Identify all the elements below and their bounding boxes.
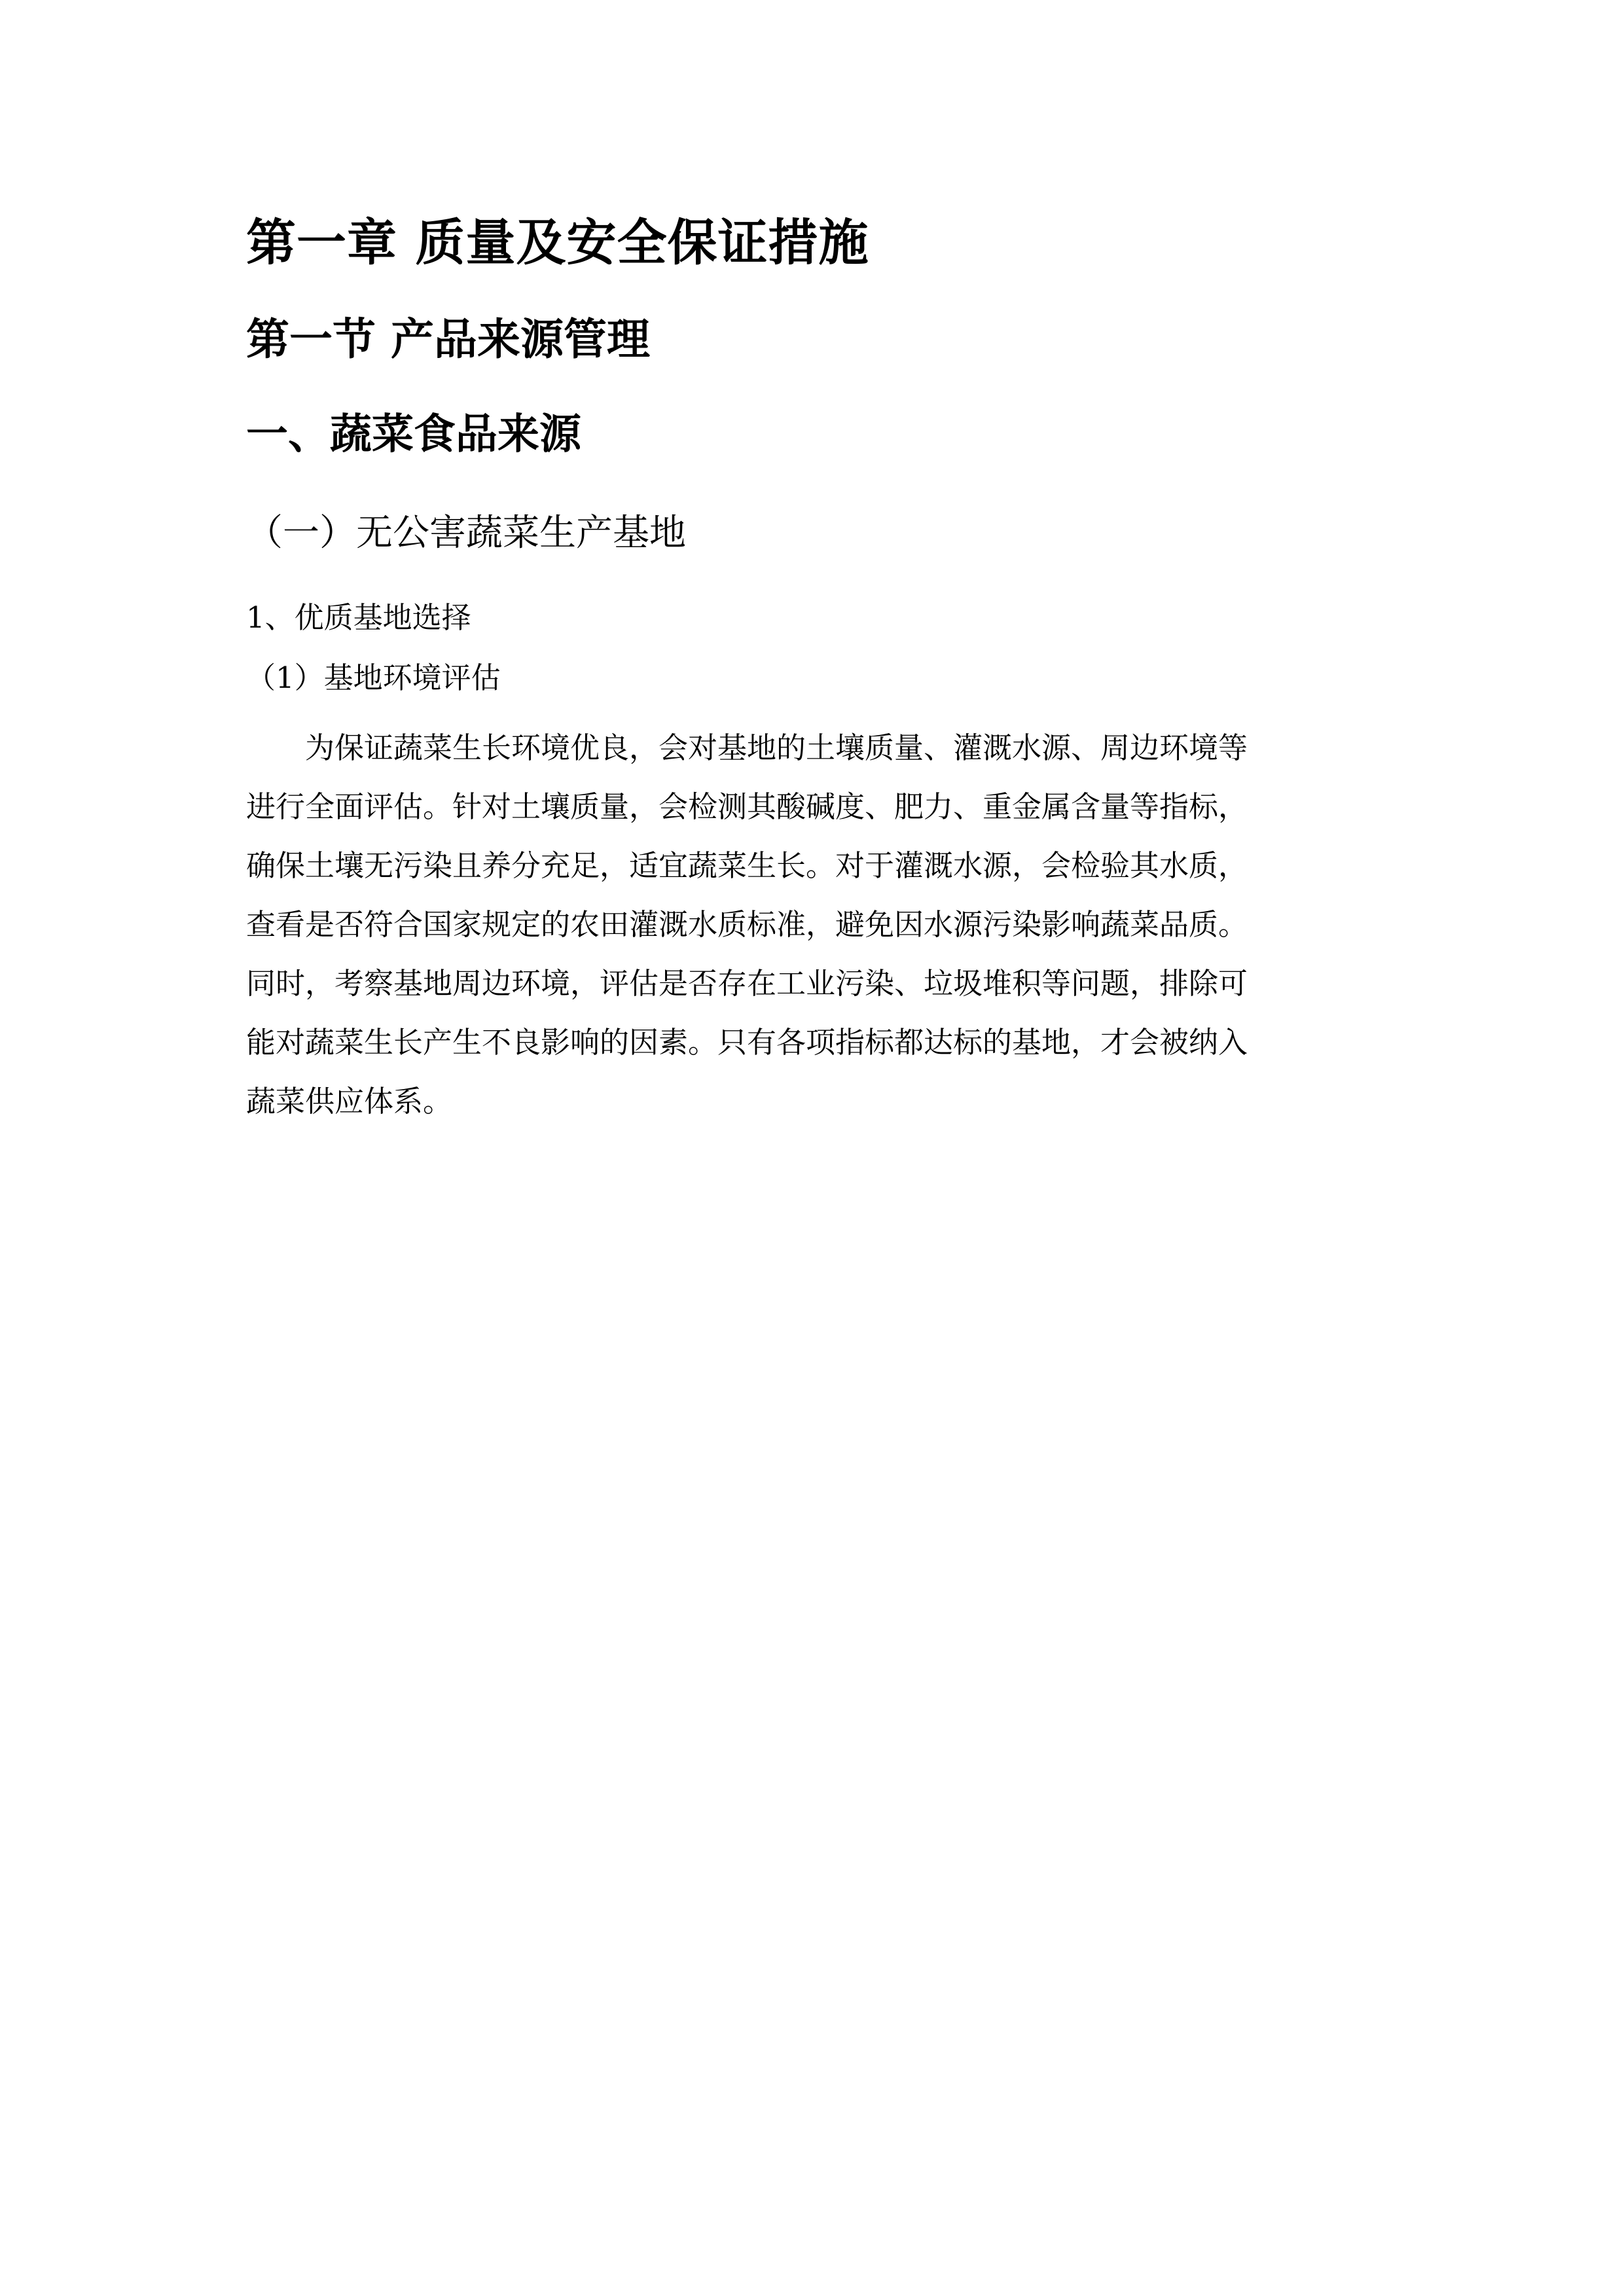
item-heading: 1、优质基地选择 [246, 600, 471, 635]
body-line: 同时，考察基地周边环境，评估是否存在工业污染、垃圾堆积等问题，排除可 [246, 966, 1248, 1001]
chapter-title: 第一章 质量及安全保证措施 [246, 213, 869, 272]
body-line: 确保土壤无污染且养分充足，适宜蔬菜生长。对于灌溉水源，会检验其水质， [246, 848, 1248, 883]
body-paragraph [246, 719, 1379, 1131]
body-line: 为保证蔬菜生长环境优良，会对基地的土壤质量、灌溉水源、周边环境等 [246, 730, 1248, 765]
subheading: （一）无公害蔬菜生产基地 [246, 512, 686, 554]
body-line: 进行全面评估。针对土壤质量，会检测其酸碱度、肥力、重金属含量等指标， [246, 789, 1248, 824]
section-title: 第一节 产品来源管理 [246, 314, 650, 365]
item-subheading: （1）基地环境评估 [246, 660, 501, 695]
body-line: 查看是否符合国家规定的农田灌溉水质标准，避免因水源污染影响蔬菜品质。 [246, 907, 1248, 942]
body-line: 蔬菜供应体系。 [246, 1084, 453, 1119]
subsection-title: 一、蔬菜食品来源 [246, 410, 581, 459]
body-line: 能对蔬菜生长产生不良影响的因素。只有各项指标都达标的基地，才会被纳入 [246, 1025, 1248, 1060]
